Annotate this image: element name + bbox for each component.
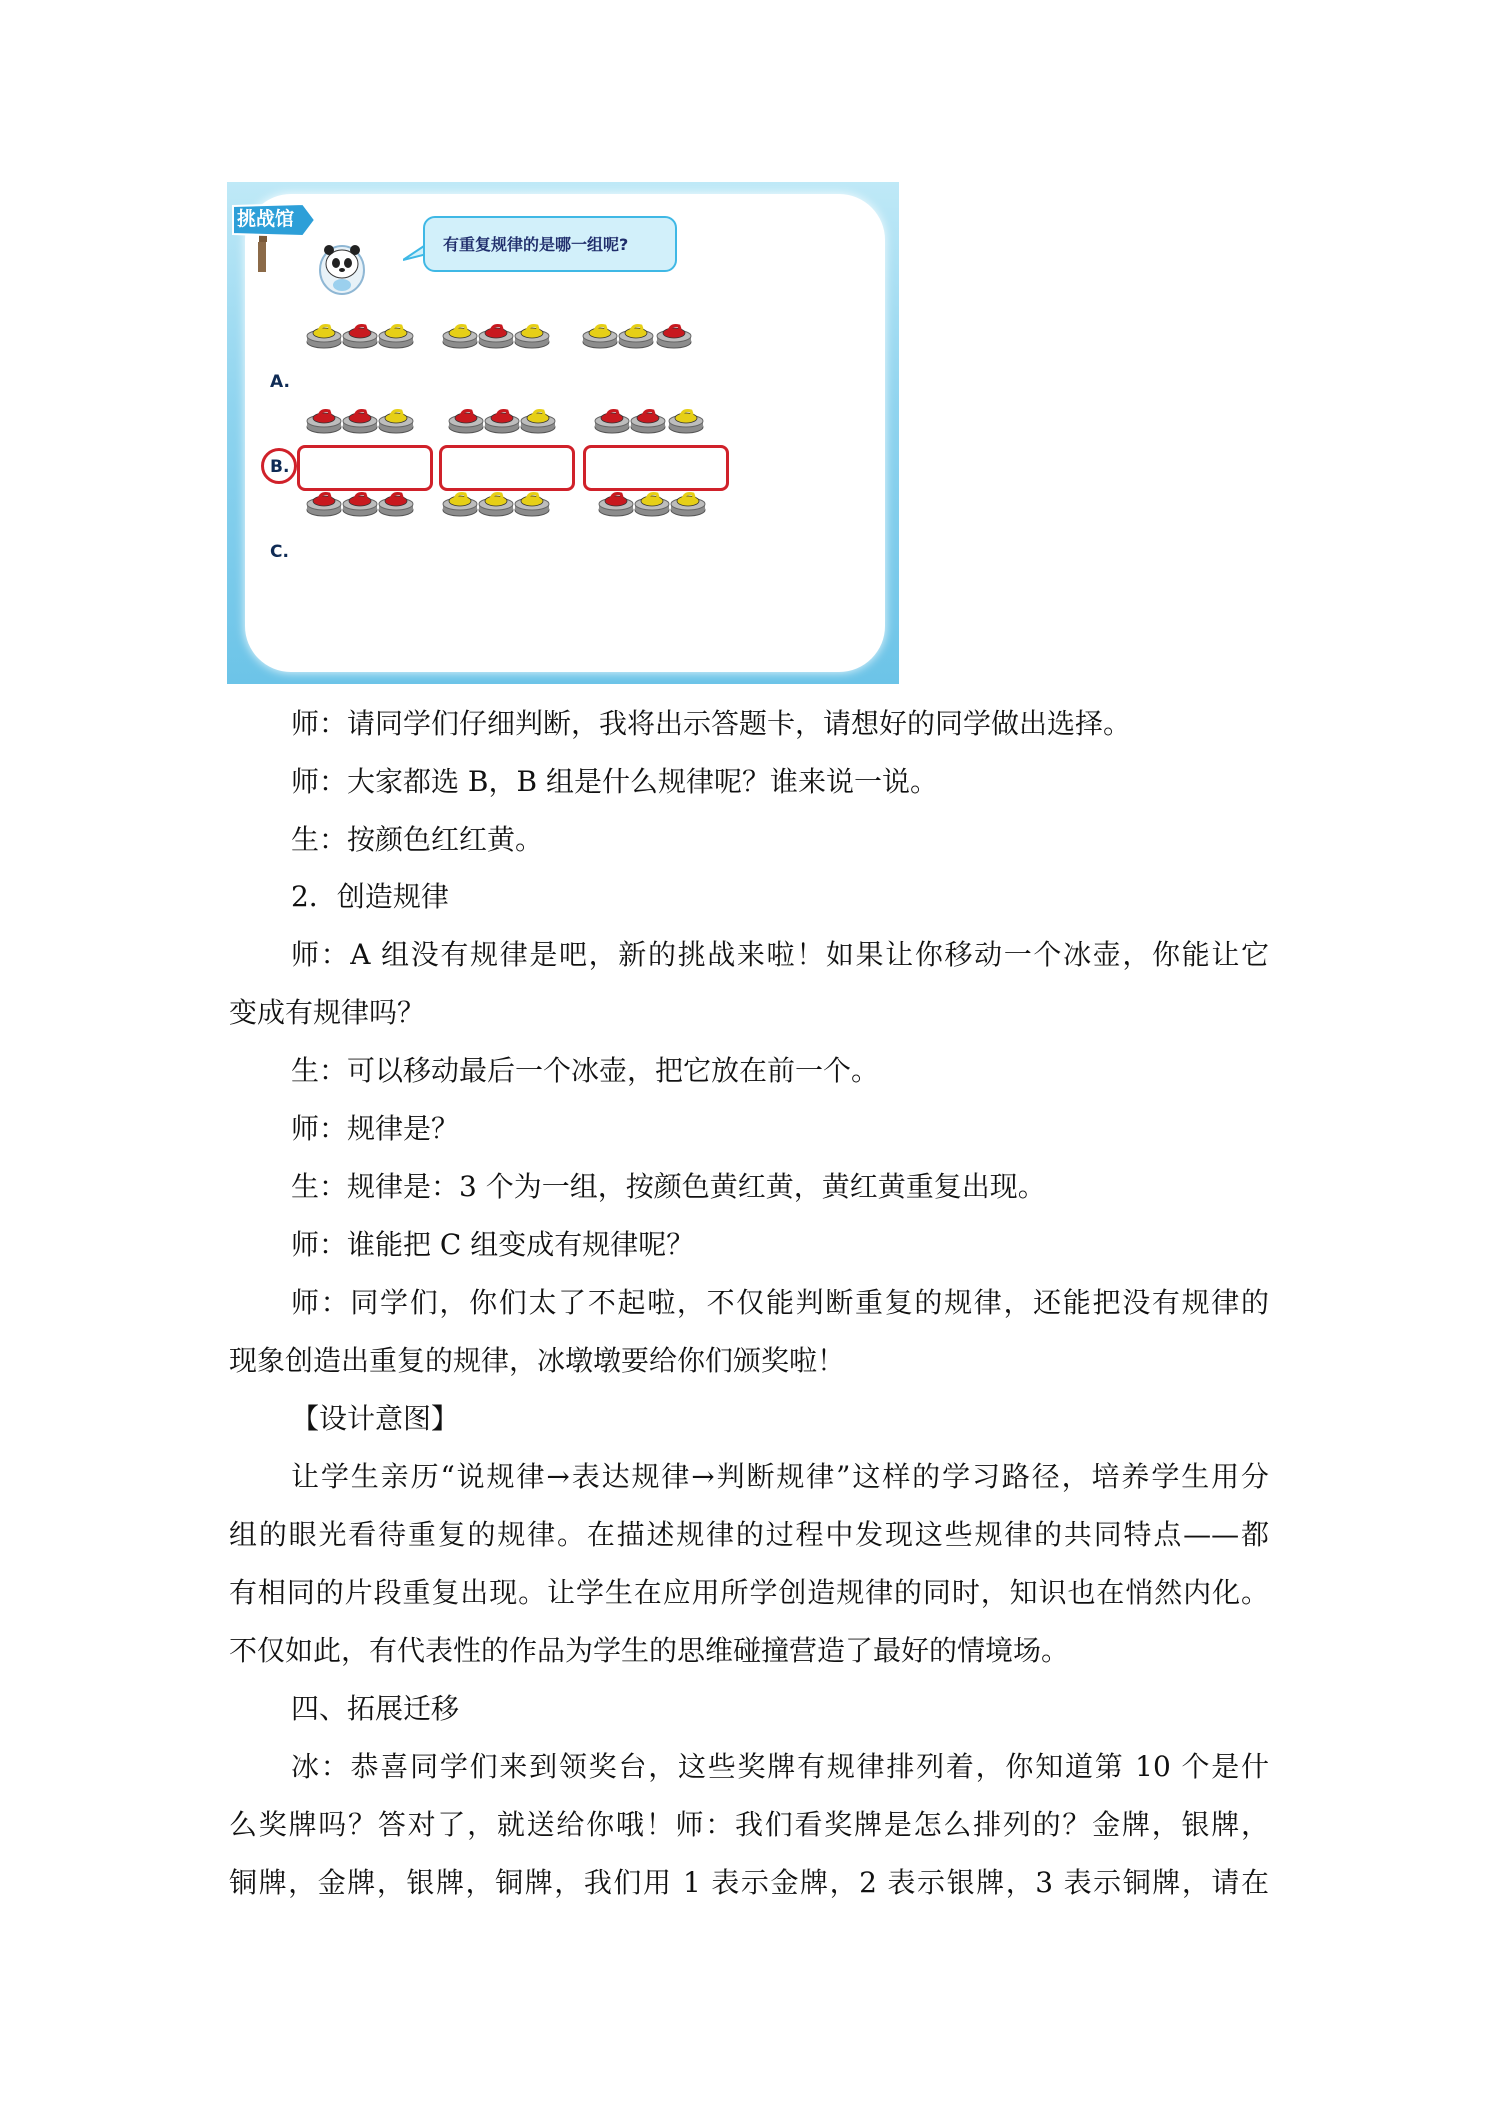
curling-stone-yellow-icon bbox=[377, 320, 415, 350]
paragraph-12-line4: 不仅如此，有代表性的作品为学生的思维碰撞营造了最好的情境场。 bbox=[229, 1634, 1070, 1667]
paragraph-7: 师：规律是？ bbox=[291, 1112, 460, 1145]
question-text: 有重复规律的是哪一组呢? bbox=[443, 235, 629, 254]
curling-stone-yellow-icon bbox=[581, 320, 619, 350]
curling-stone-red-icon bbox=[593, 405, 631, 435]
curling-stone-yellow-icon bbox=[669, 488, 707, 518]
curling-stone-red-icon bbox=[341, 320, 379, 350]
curling-stone-red-icon bbox=[305, 405, 343, 435]
curling-stone-red-icon bbox=[341, 488, 379, 518]
curling-stone-red-icon bbox=[305, 488, 343, 518]
paragraph-12-line2: 组的眼光看待重复的规律。在描述规律的过程中发现这些规律的共同特点——都 bbox=[229, 1518, 1269, 1551]
curling-stone-yellow-icon bbox=[441, 320, 479, 350]
paragraph-12: 让学生亲历“说规律→表达规律→判断规律”这样的学习路径，培养学生用分 bbox=[291, 1460, 1269, 1493]
curling-stone-red-icon bbox=[597, 488, 635, 518]
curling-stone-yellow-icon bbox=[667, 405, 705, 435]
group-box-1 bbox=[297, 445, 433, 491]
paragraph-5: 师：A 组没有规律是吧，新的挑战来啦！如果让你移动一个冰壶，你能让它 bbox=[291, 938, 1269, 971]
curling-stone-yellow-icon bbox=[617, 320, 655, 350]
panda-mascot-icon bbox=[317, 238, 367, 296]
row-label-c: C. bbox=[270, 542, 289, 562]
paragraph-8: 生：规律是：3 个为一组，按颜色黄红黄，黄红黄重复出现。 bbox=[291, 1170, 1046, 1203]
curling-stone-yellow-icon bbox=[519, 405, 557, 435]
paragraph-14-line3: 铜牌，金牌，银牌，铜牌，我们用 1 表示金牌，2 表示银牌，3 表示铜牌，请在 bbox=[229, 1866, 1269, 1899]
curling-stone-red-icon bbox=[447, 405, 485, 435]
paragraph-10: 师：同学们，你们太了不起啦，不仅能判断重复的规律，还能把没有规律的 bbox=[291, 1286, 1269, 1319]
curling-stone-yellow-icon bbox=[513, 320, 551, 350]
signpost-pole bbox=[258, 242, 266, 272]
row-label-b: B. bbox=[270, 457, 290, 477]
row-label-a: A. bbox=[270, 372, 290, 392]
group-box-2 bbox=[439, 445, 575, 491]
paragraph-14-line2: 么奖牌吗？答对了，就送给你哦！师：我们看奖牌是怎么排列的？金牌，银牌， bbox=[229, 1808, 1269, 1841]
paragraph-3: 生：按颜色红红黄。 bbox=[291, 823, 544, 856]
design-intent-heading: 【设计意图】 bbox=[291, 1402, 460, 1435]
speech-bubble bbox=[423, 216, 677, 272]
paragraph-2: 师：大家都选 B，B 组是什么规律呢？谁来说一说。 bbox=[291, 765, 938, 798]
paragraph-6: 生：可以移动最后一个冰壶，把它放在前一个。 bbox=[291, 1054, 880, 1087]
curling-stone-red-icon bbox=[377, 488, 415, 518]
curling-stone-red-icon bbox=[655, 320, 693, 350]
selected-answer-circle bbox=[261, 448, 297, 484]
curling-stone-red-icon bbox=[629, 405, 667, 435]
curling-stone-yellow-icon bbox=[513, 488, 551, 518]
paragraph-14: 冰：恭喜同学们来到领奖台，这些奖牌有规律排列着，你知道第 10 个是什 bbox=[291, 1750, 1269, 1783]
paragraph-12-line3: 有相同的片段重复出现。让学生在应用所学创造规律的同时，知识也在悄然内化。 bbox=[229, 1576, 1269, 1609]
curling-stone-yellow-icon bbox=[305, 320, 343, 350]
curling-stone-red-icon bbox=[477, 320, 515, 350]
curling-stone-yellow-icon bbox=[477, 488, 515, 518]
group-box-3 bbox=[583, 445, 729, 491]
sign-text: 挑战馆 bbox=[237, 208, 295, 230]
paragraph-9: 师：谁能把 C 组变成有规律呢？ bbox=[291, 1228, 695, 1261]
curling-stone-red-icon bbox=[483, 405, 521, 435]
curling-stone-yellow-icon bbox=[633, 488, 671, 518]
section-heading-extension: 四、拓展迁移 bbox=[291, 1692, 460, 1725]
curling-stone-red-icon bbox=[341, 405, 379, 435]
paragraph-1: 师：请同学们仔细判断，我将出示答题卡，请想好的同学做出选择。 bbox=[291, 707, 1132, 740]
slide-image bbox=[227, 182, 899, 684]
curling-stone-yellow-icon bbox=[377, 405, 415, 435]
section-heading-create: 2．创造规律 bbox=[291, 880, 449, 913]
paragraph-5-cont: 变成有规律吗？ bbox=[229, 996, 426, 1029]
paragraph-10-cont: 现象创造出重复的规律，冰墩墩要给你们颁奖啦！ bbox=[229, 1344, 846, 1377]
curling-stone-yellow-icon bbox=[441, 488, 479, 518]
